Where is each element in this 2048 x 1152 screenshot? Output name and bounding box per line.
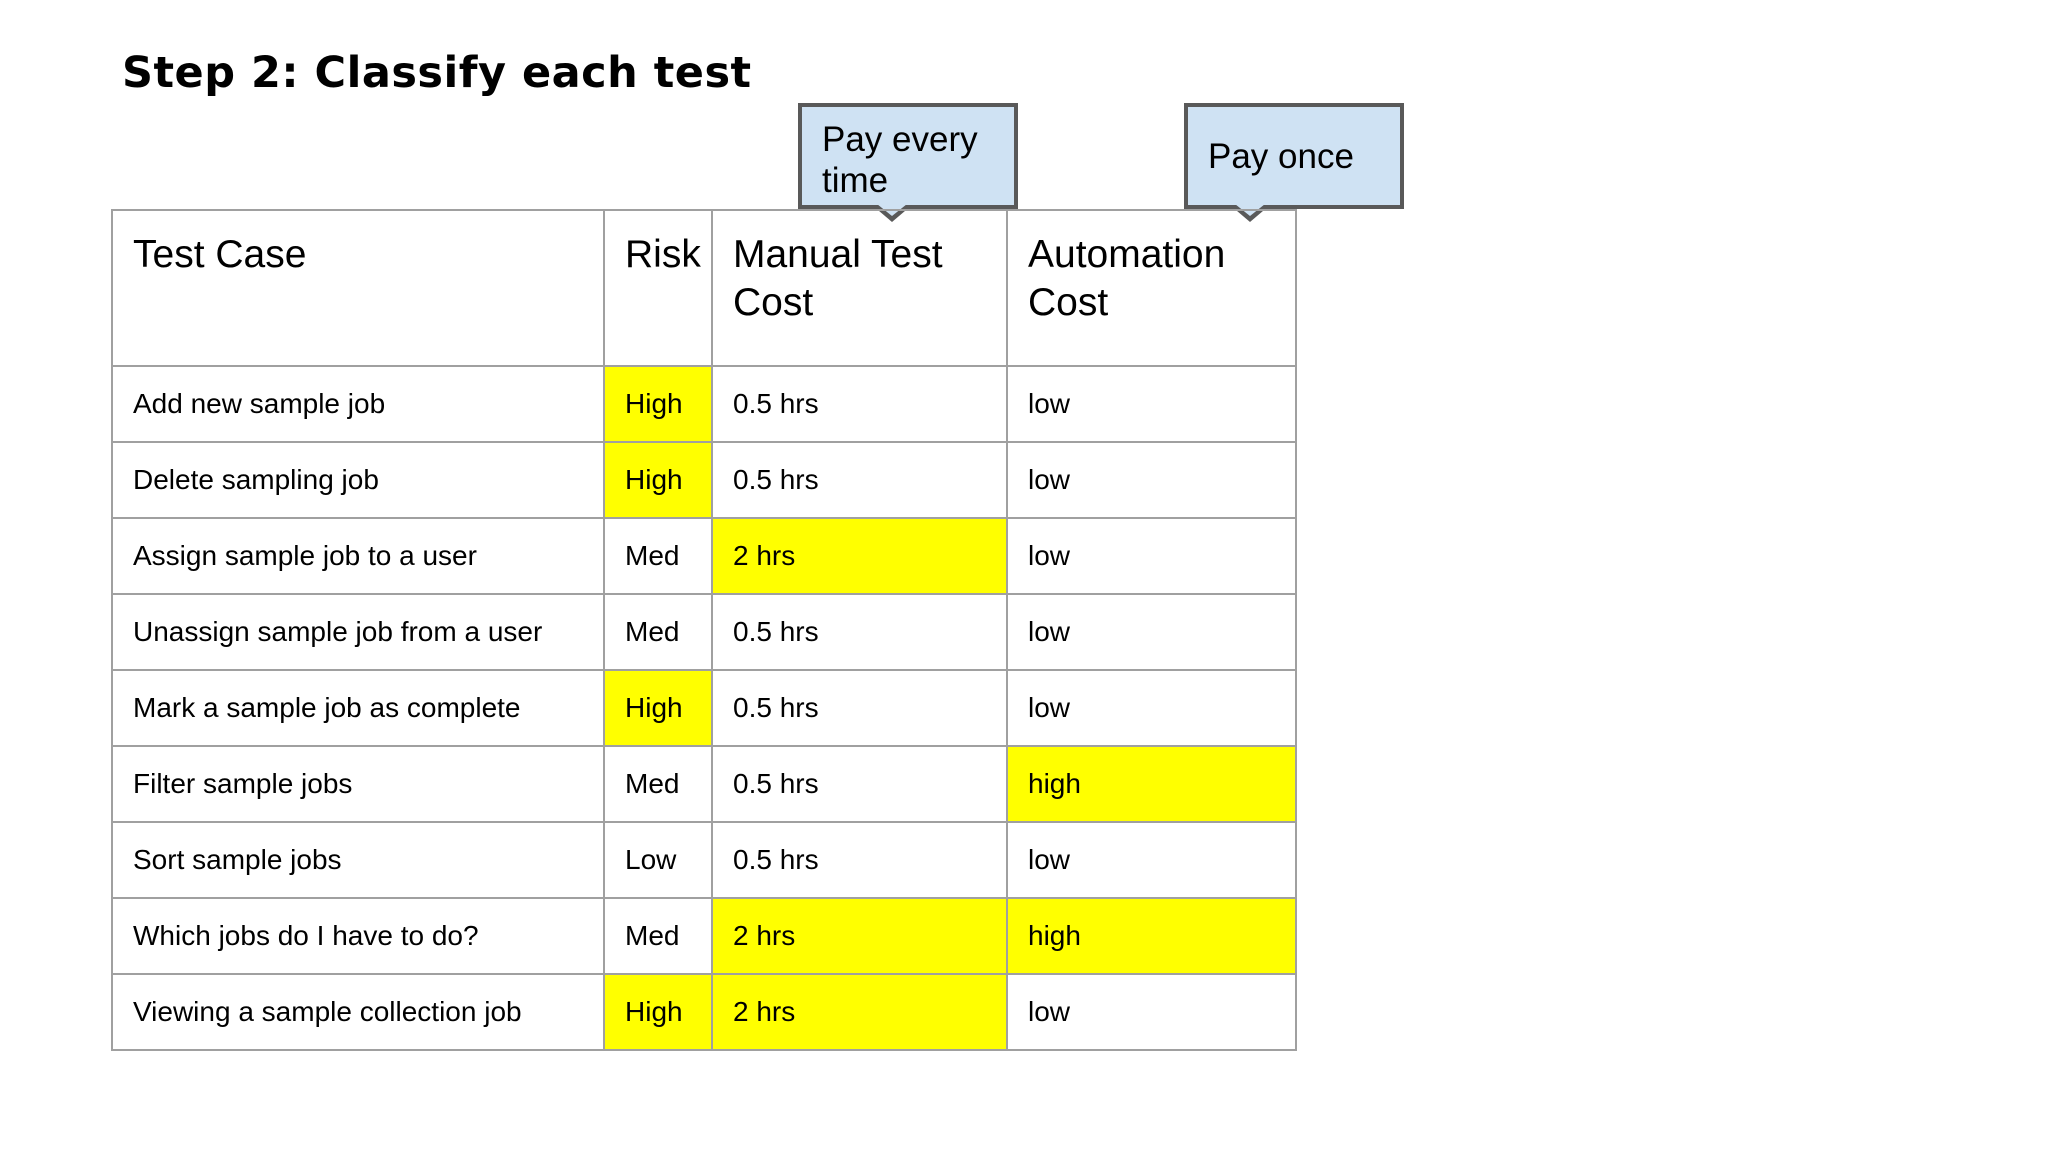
- cell-automation-cost: low: [1007, 518, 1296, 594]
- cell-manual-cost: 2 hrs: [712, 974, 1007, 1050]
- table-row: [112, 822, 1296, 898]
- table-row: [112, 518, 1296, 594]
- callout-pay-once: [1184, 103, 1404, 209]
- cell-test-case: Which jobs do I have to do?: [112, 898, 604, 974]
- cell-automation-cost: high: [1007, 746, 1296, 822]
- cell-manual-cost: 0.5 hrs: [712, 746, 1007, 822]
- cell-manual-cost: 0.5 hrs: [712, 594, 1007, 670]
- cell-risk: High: [604, 974, 712, 1050]
- cell-risk: Med: [604, 518, 712, 594]
- cell-automation-cost: high: [1007, 898, 1296, 974]
- cell-risk: Med: [604, 594, 712, 670]
- header-risk: Risk: [604, 210, 712, 366]
- cell-manual-cost: 0.5 hrs: [712, 442, 1007, 518]
- callout-text: Pay every time: [822, 120, 978, 200]
- cell-risk: Med: [604, 898, 712, 974]
- test-classification-table: [111, 209, 1297, 1051]
- cell-automation-cost: low: [1007, 366, 1296, 442]
- header-manual-test-cost: Manual Test Cost: [712, 210, 1007, 366]
- cell-manual-cost: 0.5 hrs: [712, 670, 1007, 746]
- cell-automation-cost: low: [1007, 974, 1296, 1050]
- table-row: [112, 898, 1296, 974]
- table-row: [112, 670, 1296, 746]
- cell-test-case: Mark a sample job as complete: [112, 670, 604, 746]
- cell-manual-cost: 2 hrs: [712, 898, 1007, 974]
- cell-risk: Med: [604, 746, 712, 822]
- cell-test-case: Delete sampling job: [112, 442, 604, 518]
- cell-test-case: Viewing a sample collection job: [112, 974, 604, 1050]
- header-test-case: Test Case: [112, 210, 604, 366]
- table-row: [112, 366, 1296, 442]
- table-row: [112, 594, 1296, 670]
- cell-automation-cost: low: [1007, 822, 1296, 898]
- table-body: [112, 366, 1296, 1050]
- cell-manual-cost: 0.5 hrs: [712, 822, 1007, 898]
- cell-test-case: Add new sample job: [112, 366, 604, 442]
- cell-manual-cost: 0.5 hrs: [712, 366, 1007, 442]
- header-automation-cost: Automation Cost: [1007, 210, 1296, 366]
- cell-risk: High: [604, 366, 712, 442]
- cell-automation-cost: low: [1007, 594, 1296, 670]
- cell-risk: High: [604, 442, 712, 518]
- cell-test-case: Sort sample jobs: [112, 822, 604, 898]
- cell-automation-cost: low: [1007, 442, 1296, 518]
- cell-risk: Low: [604, 822, 712, 898]
- cell-manual-cost: 2 hrs: [712, 518, 1007, 594]
- table-header-row: [112, 210, 1296, 366]
- slide-title: Step 2: Classify each test: [122, 48, 752, 98]
- cell-test-case: Assign sample job to a user: [112, 518, 604, 594]
- table-row: [112, 746, 1296, 822]
- table-row: [112, 442, 1296, 518]
- cell-automation-cost: low: [1007, 670, 1296, 746]
- callout-pay-every-time: [798, 103, 1018, 209]
- table-row: [112, 974, 1296, 1050]
- cell-risk: High: [604, 670, 712, 746]
- cell-test-case: Filter sample jobs: [112, 746, 604, 822]
- callout-text: Pay once: [1208, 136, 1354, 176]
- cell-test-case: Unassign sample job from a user: [112, 594, 604, 670]
